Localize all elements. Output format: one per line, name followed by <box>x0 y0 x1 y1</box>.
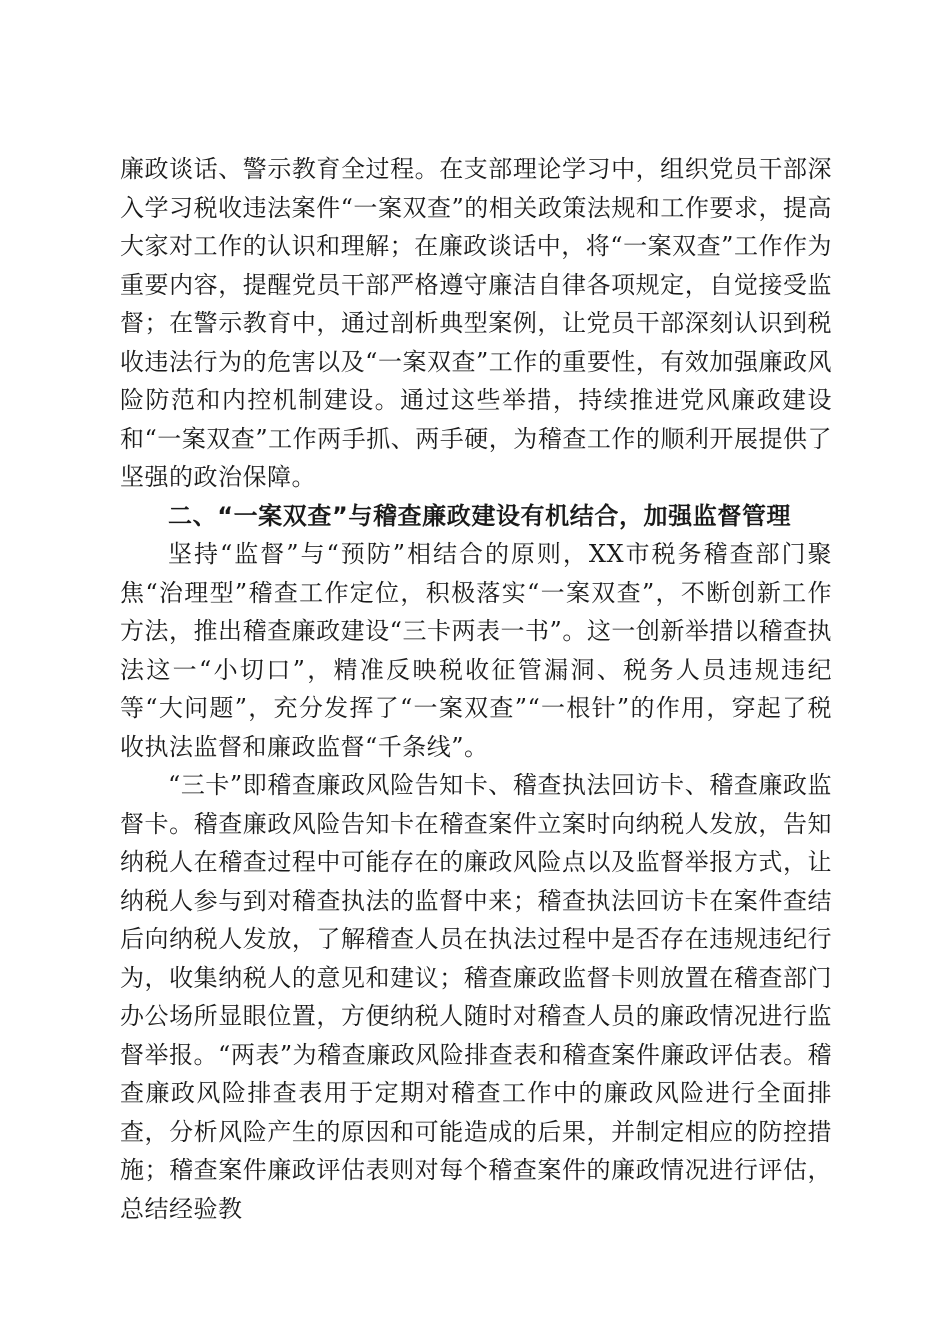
paragraph-three-cards-two-tables: “三卡”即稽查廉政风险告知卡、稽查执法回访卡、稽查廉政监督卡。稽查廉政风险告知卡在稽查案件立案时向纳税人发放，告知纳税人在稽查过程中可能存在的廉政风险点以及监督举报方式，让纳税人参与到对稽查执法的监督中来；稽查执法回访卡在案件查结后向纳税人发放，了解稽查人员在执法过程中是否存在违规违纪行为，收集纳税人的意见和建议；稽查廉政监督卡则放置在稽查部门办公场所显眼位置，方便纳税人随时对稽查人员的廉政情况进行监督举报。“两表”为稽查廉政风险排查表和稽查案件廉政评估表。稽查廉政风险排查表用于定期对稽查工作中的廉政风险进行全面排查，分析风险产生的原因和可能造成的后果，并制定相应的防控措施；稽查案件廉政评估表则对每个稽查案件的廉政情况进行评估，总结经验教 <box>120 771 832 1223</box>
document-body <box>120 150 832 1228</box>
section-heading: 二、“一案双查”与稽查廉政建设有机结合，加强监督管理 <box>168 501 792 530</box>
paragraph-continuation: 廉政谈话、警示教育全过程。在支部理论学习中，组织党员干部深入学习税收违法案件“一案双查”的相关政策法规和工作要求，提高大家对工作的认识和理解；在廉政谈话中，将“一案双查”工作作为重要内容，提醒党员干部严格遵守廉洁自律各项规定，自觉接受监督；在警示教育中，通过剖析典型案例，让党员干部深刻认识到税收违法行为的危害以及“一案双查”工作的重要性，有效加强廉政风险防范和内控机制建设。通过这些举措，持续推进党风廉政建设和“一案双查”工作两手抓、两手硬，为稽查工作的顺利开展提供了坚强的政治保障。 <box>120 155 832 491</box>
paragraph-supervision-principle: 坚持“监督”与“预防”相结合的原则，XX市税务稽查部门聚焦“治理型”稽查工作定位，积极落实“一案双查”，不断创新工作方法，推出稽查廉政建设“三卡两表一书”。这一创新举措以稽查执法这一“小切口”，精准反映税收征管漏洞、税务人员违规违纪等“大问题”，充分发挥了“一案双查”“一根针”的作用，穿起了税收执法监督和廉政监督“千条线”。 <box>120 540 832 761</box>
